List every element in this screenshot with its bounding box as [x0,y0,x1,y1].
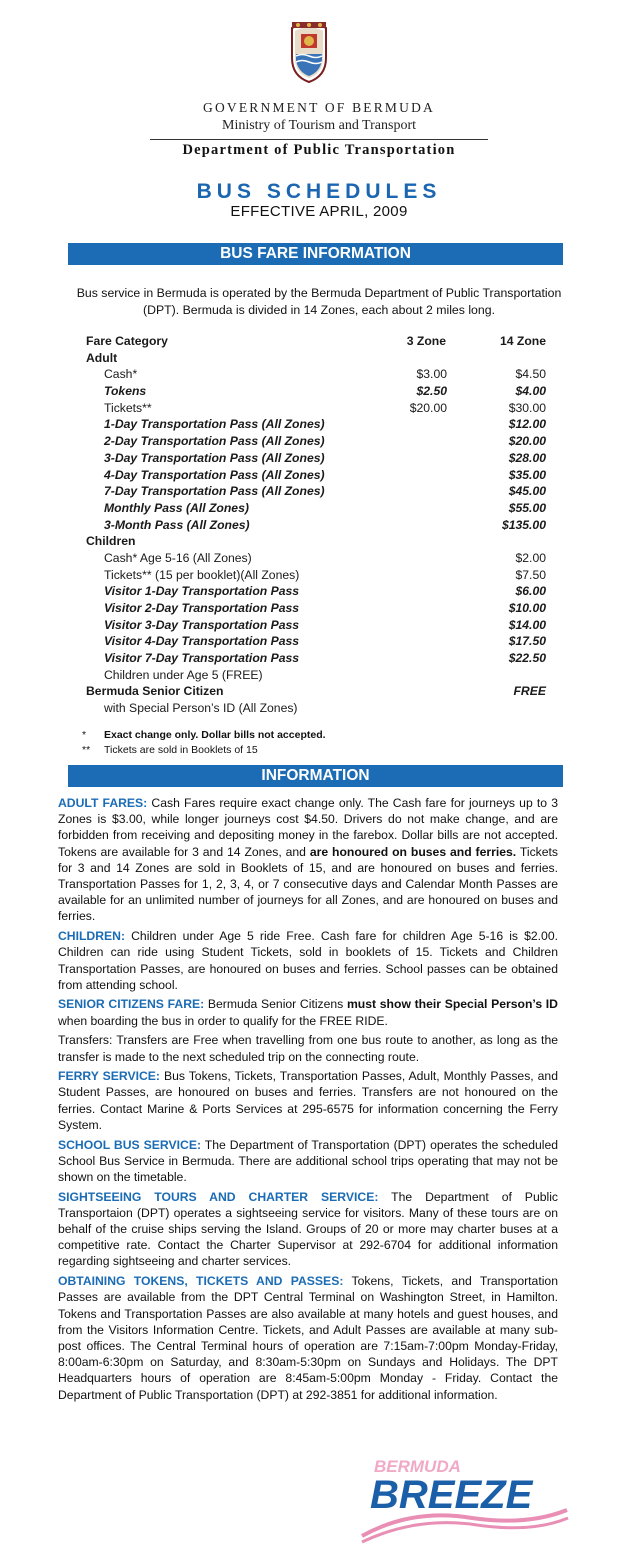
fare-row [86,683,552,700]
fare-14-zone: $45.00 [508,484,546,499]
header-divider [150,139,488,140]
fare-label: Tickets** (15 per booklet)(All Zones) [104,567,300,582]
fare-label: 4-Day Transportation Pass (All Zones) [104,467,325,482]
fare-label: Cash* [104,367,138,382]
fare-row [86,416,552,433]
fare-row [86,667,552,684]
fare-label: Tokens [104,384,147,399]
fare-notes [82,728,326,758]
fare-row [86,433,552,450]
col-14-zone: 14 Zone [499,334,546,348]
fare-14-zone: $20.00 [508,434,546,449]
info-heading: SCHOOL BUS SERVICE: [58,1137,202,1152]
fare-14-zone: $4.00 [515,384,546,399]
info-text: are honoured on buses and ferries. [309,844,517,859]
info-heading: SENIOR CITIZENS FARE: [58,997,205,1012]
fare-table [86,333,552,717]
fare-label: Visitor 1-Day Transportation Pass [104,584,300,599]
col-3-zone: 3 Zone [406,334,446,348]
bermuda-breeze-logo [352,1448,572,1548]
info-paragraph [58,1068,558,1133]
fare-label: Monthly Pass (All Zones) [104,500,249,515]
fare-label: 2-Day Transportation Pass (All Zones) [104,434,325,449]
fare-label: 1-Day Transportation Pass (All Zones) [104,417,325,432]
info-paragraph [58,928,558,993]
fare-row [86,533,552,550]
info-text: Bus Tokens, Tickets, Transportation Passes, Adult, Monthly Passes, and Student Passes, are honoured on buses and ferries. Transfers are not honoured on the ferries. Contact Marine & Ports Services at 295-6575 for information concerning the Ferry System. [58,1069,558,1132]
fare-row [86,700,552,717]
info-text: Tokens, Tickets, and Transportation Passes are available from the DPT Central Terminal on Washington Street, in Hamilton. Tokens and Transportation Passes are also available at many hotels and guest houses, and from the Visitors Information Centre. Tickets, and Adult Passes are available at many sub-post offices. The Central Terminal hours of operation are 7:15am-7:00pm Monday-Friday, 8:00am-6:30pm on Saturday, and 8:30am-5:30pm on Sundays and Holidays. The DPT Headquarters hours of operation are 8:45am-5:00pm Monday - Friday. Contact the Department of Public Transportation (DPT) at 292-3851 for additional information. [58,1274,558,1402]
fare-row [86,483,552,500]
fare-14-zone: FREE [513,684,546,699]
fare-row [86,567,552,584]
fare-row [86,467,552,484]
fare-label: Bermuda Senior Citizen [86,684,224,699]
fare-label: Children [86,534,136,549]
fare-label: 3-Day Transportation Pass (All Zones) [104,450,325,465]
fare-row [86,450,552,467]
info-paragraph [58,1032,558,1064]
information-body [58,795,558,1406]
fare-row [86,400,552,417]
fare-banner: BUS FARE INFORMATION [68,243,563,265]
info-text: Transfers: Transfers are Free when travelling from one bus route to another, as long as the transfer is made to the next scheduled trip on the connecting route. [58,1033,558,1064]
fare-14-zone: $4.50 [515,367,546,382]
note-text: Tickets are sold in Booklets of 15 [104,744,258,756]
info-text: must show their Special Person’s ID [346,997,558,1012]
info-text: when boarding the bus in order to qualify for the FREE RIDE. [58,1013,388,1028]
fare-label: Cash* Age 5-16 (All Zones) [104,550,252,565]
note-exact-change [82,728,326,743]
info-paragraph [58,1273,558,1403]
fare-row [86,650,552,667]
fare-14-zone: $12.00 [508,417,546,432]
fare-14-zone: $14.00 [508,617,546,632]
logo-text-bermuda: BERMUDA [374,1457,461,1476]
fare-14-zone: $55.00 [508,500,546,515]
info-text: Tickets for 3 and 14 Zones are sold in Booklets of 15, and are honoured on buses and ferries. Transportation Passes for 1, 2, 3, 4, or 7 consecutive days and Calendar Month Passes are available for an unlimited number of journeys for all Zones, and are honoured on buses and ferries. [58,844,559,924]
fare-row [86,583,552,600]
info-paragraph [58,795,558,925]
fare-intro: Bus service in Bermuda is operated by the Bermuda Department of Public Transportation (DPT). Bermuda is divided in 14 Zones, each about 2 miles long. [76,286,562,317]
info-paragraph [58,1137,558,1186]
logo-text-breeze: BREEZE [370,1473,533,1517]
fare-14-zone: $6.00 [515,584,546,599]
fare-label: Adult [86,350,118,365]
note-text: Exact change only. Dollar bills not accepted. [104,729,326,741]
info-heading: OBTAINING TOKENS, TICKETS AND PASSES: [58,1274,344,1289]
fare-label: Visitor 3-Day Transportation Pass [104,617,300,632]
department-title: Department of Public Transportation [182,142,456,158]
info-heading: ADULT FARES: [58,796,148,810]
note-mark: * [82,729,87,741]
fare-3-zone: $20.00 [409,400,447,415]
fare-14-zone: $17.50 [508,634,546,649]
fare-row [86,617,552,634]
fare-14-zone: $30.00 [508,400,546,415]
fare-row [86,350,552,367]
information-banner: INFORMATION [68,765,563,787]
fare-label: Children under Age 5 (FREE) [104,667,263,682]
info-heading: CHILDREN: [58,929,126,944]
fare-14-zone: $22.50 [508,651,546,666]
info-heading: FERRY SERVICE: [58,1069,160,1084]
info-heading: SIGHTSEEING TOURS AND CHARTER SERVICE: [58,1189,379,1204]
government-title: GOVERNMENT OF BERMUDA [203,100,435,115]
fare-row [86,633,552,650]
fare-label: Visitor 2-Day Transportation Pass [104,601,300,615]
info-paragraph [58,996,558,1028]
fare-label: Visitor 7-Day Transportation Pass [104,651,300,666]
fare-table-header [86,333,552,350]
fare-label: Visitor 4-Day Transportation Pass [104,634,300,649]
fare-row [86,366,552,383]
fare-row [86,500,552,517]
fare-row [86,600,552,617]
info-text: Cash Fares require exact change only. The Cash fare for journeys up to 3 Zones is $3.00, while longer journeys cost $4.50. Drivers do not make change, and are forbidden from receiving and depositing money in the farebox. Dollar bills are not accepted. Tokens are available for 3 and 14 Zones, and [58,796,559,859]
fare-label: 7-Day Transportation Pass (All Zones) [104,484,325,499]
fare-3-zone: $2.50 [416,384,447,399]
info-text: Bermuda Senior Citizens [204,997,347,1012]
info-text: The Department of Public Transportaion (DPT) operates a sightseeing service for visitors. Many of these tours are on behalf of the cruise ships serving the Island. Groups of 20 or more may charter buses at a competitive rate. Contact the Charter Supervisor at 292-6704 for additional information regarding sightseeing and charter services. [58,1189,559,1269]
bermuda-coat-of-arms [286,18,332,84]
page-title: BUS SCHEDULES [196,180,442,203]
fare-3-zone: $3.00 [416,367,447,382]
fare-label: 3-Month Pass (All Zones) [104,517,250,532]
note-mark: ** [82,744,91,756]
fare-14-zone: $135.00 [501,517,546,532]
col-fare-category: Fare Category [86,334,168,348]
fare-14-zone: $7.50 [515,567,546,582]
fare-14-zone: $2.00 [515,550,546,565]
note-booklets [82,743,326,758]
fare-label: Tickets** [104,400,152,415]
fare-14-zone: $35.00 [508,467,546,482]
fare-14-zone: $10.00 [508,601,546,615]
fare-row [86,383,552,400]
ministry-title: Ministry of Tourism and Transport [222,118,416,133]
fare-14-zone: $28.00 [508,450,546,465]
fare-label: with Special Person’s ID (All Zones) [104,701,298,716]
fare-row [86,550,552,567]
info-text: Children under Age 5 ride Free. Cash fare for children Age 5-16 is $2.00. Children can ride using Student Tickets, sold in booklets of 15. Tickets and Children Transportation Passes, are honoured on buses and ferries. School passes can be obtained from attending school. [58,929,558,992]
info-text: The Department of Transportation (DPT) operates the scheduled School Bus Service in Bermuda. There are additional school trips operating that may not be shown on the timetable. [58,1137,559,1184]
info-paragraph [58,1189,558,1270]
fare-row [86,517,552,534]
effective-date: EFFECTIVE APRIL, 2009 [230,203,408,220]
